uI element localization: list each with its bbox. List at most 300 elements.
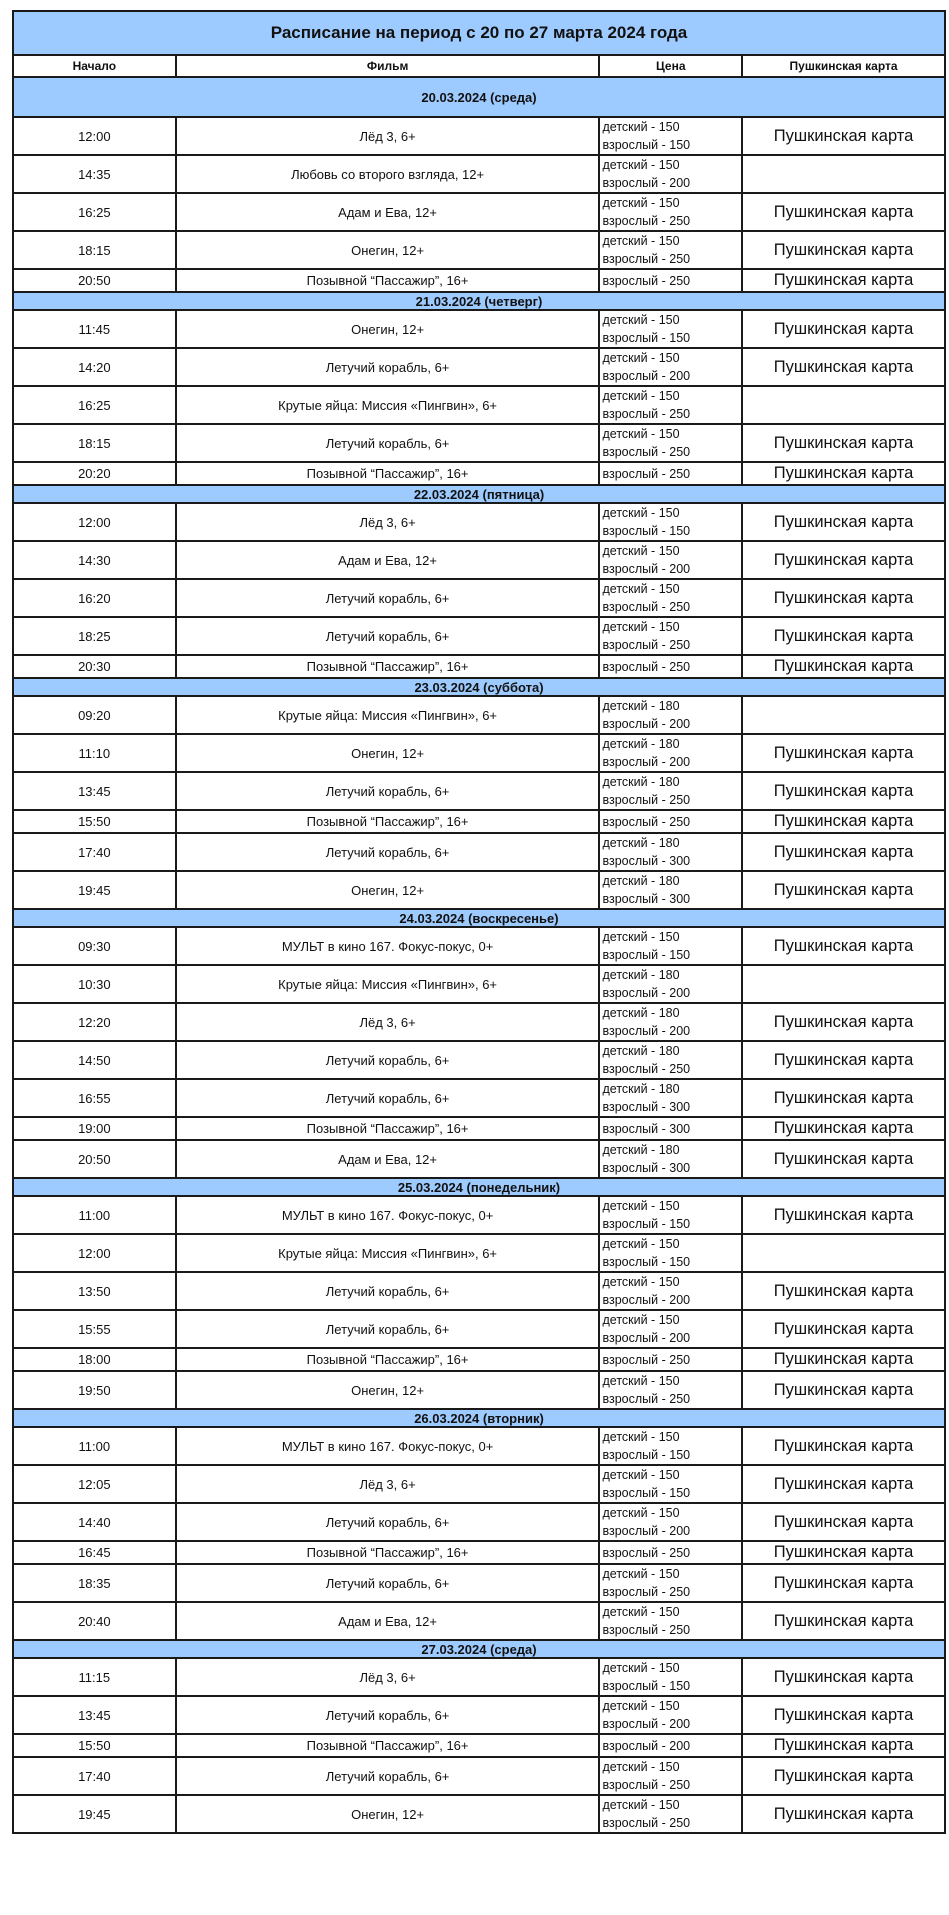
pushkin-card-cell: Пушкинская карта: [742, 1503, 945, 1541]
column-header-price: Цена: [599, 55, 742, 77]
price-cell: [599, 462, 742, 485]
table-row: [13, 1465, 945, 1503]
showtime: 18:15: [13, 424, 176, 462]
price-line: взрослый - 200: [602, 562, 691, 576]
price-cell: [599, 117, 742, 155]
pushkin-card-cell: Пушкинская карта: [742, 833, 945, 871]
pushkin-card-cell: Пушкинская карта: [742, 1310, 945, 1348]
price-line: детский - 180: [602, 874, 680, 888]
table-row: [13, 1272, 945, 1310]
table-row: [13, 1564, 945, 1602]
price-line: детский - 150: [602, 196, 680, 210]
schedule-body: [13, 11, 945, 1833]
price-line: взрослый - 200: [602, 369, 691, 383]
table-row: [13, 1696, 945, 1734]
film-title: Онегин, 12+: [176, 871, 600, 909]
table-row: [13, 462, 945, 485]
price-line: взрослый - 250: [602, 445, 691, 459]
pushkin-card-cell: Пушкинская карта: [742, 1757, 945, 1795]
film-title: Летучий корабль, 6+: [176, 1564, 600, 1602]
price-line: взрослый - 250: [602, 600, 691, 614]
price-line: взрослый - 200: [602, 1717, 691, 1731]
price-line: взрослый - 250: [602, 814, 691, 829]
pushkin-card-cell: Пушкинская карта: [742, 617, 945, 655]
film-title: Крутые яйца: Миссия «Пингвин», 6+: [176, 1234, 600, 1272]
price-line: взрослый - 200: [602, 176, 691, 190]
price-line: детский - 150: [602, 1760, 680, 1774]
film-title: Лёд 3, 6+: [176, 1658, 600, 1696]
price-cell: [599, 1696, 742, 1734]
film-title: Адам и Ева, 12+: [176, 1140, 600, 1178]
film-title: Позывной “Пассажир”, 16+: [176, 1117, 600, 1140]
table-row: [13, 1079, 945, 1117]
table-row: [13, 772, 945, 810]
showtime: 12:00: [13, 1234, 176, 1272]
film-title: Летучий корабль, 6+: [176, 1503, 600, 1541]
film-title: Позывной “Пассажир”, 16+: [176, 1734, 600, 1757]
price-line: взрослый - 250: [602, 1816, 691, 1830]
pushkin-card-cell: Пушкинская карта: [742, 503, 945, 541]
showtime: 16:25: [13, 386, 176, 424]
showtime: 18:00: [13, 1348, 176, 1371]
showtime: 13:50: [13, 1272, 176, 1310]
showtime: 11:45: [13, 310, 176, 348]
price-line: взрослый - 300: [602, 892, 691, 906]
price-line: детский - 150: [602, 1468, 680, 1482]
film-title: Позывной “Пассажир”, 16+: [176, 655, 600, 678]
price-line: взрослый - 300: [602, 1100, 691, 1114]
pushkin-card-cell: Пушкинская карта: [742, 1658, 945, 1696]
pushkin-card-cell: Пушкинская карта: [742, 1272, 945, 1310]
table-row: [13, 1427, 945, 1465]
showtime: 18:35: [13, 1564, 176, 1602]
price-line: детский - 150: [602, 427, 680, 441]
price-line: взрослый - 200: [602, 1738, 691, 1753]
day-label: 27.03.2024 (среда): [13, 1640, 945, 1658]
price-line: детский - 150: [602, 1567, 680, 1581]
table-row: [13, 310, 945, 348]
table-row: [13, 1140, 945, 1178]
price-cell: [599, 617, 742, 655]
price-line: взрослый - 300: [602, 1121, 691, 1136]
pushkin-card-cell: Пушкинская карта: [742, 1003, 945, 1041]
pushkin-card-cell: Пушкинская карта: [742, 348, 945, 386]
price-line: детский - 150: [602, 1798, 680, 1812]
price-cell: [599, 1541, 742, 1564]
price-cell: [599, 1003, 742, 1041]
day-label: 26.03.2024 (вторник): [13, 1409, 945, 1427]
film-title: Онегин, 12+: [176, 734, 600, 772]
column-header-start: Начало: [13, 55, 176, 77]
price-line: взрослый - 250: [602, 793, 691, 807]
showtime: 16:55: [13, 1079, 176, 1117]
price-line: взрослый - 150: [602, 1255, 691, 1269]
showtime: 11:15: [13, 1658, 176, 1696]
table-row: [13, 579, 945, 617]
pushkin-card-cell: Пушкинская карта: [742, 1117, 945, 1140]
pushkin-card-cell: Пушкинская карта: [742, 871, 945, 909]
film-title: Позывной “Пассажир”, 16+: [176, 1348, 600, 1371]
table-row: [13, 1196, 945, 1234]
price-line: детский - 180: [602, 737, 680, 751]
table-row: [13, 1757, 945, 1795]
showtime: 15:50: [13, 810, 176, 833]
price-cell: [599, 579, 742, 617]
price-line: взрослый - 300: [602, 1161, 691, 1175]
film-title: Крутые яйца: Миссия «Пингвин», 6+: [176, 696, 600, 734]
pushkin-card-cell: Пушкинская карта: [742, 579, 945, 617]
price-line: взрослый - 150: [602, 524, 691, 538]
film-title: Онегин, 12+: [176, 231, 600, 269]
price-line: детский - 150: [602, 120, 680, 134]
column-header-card: Пушкинская карта: [742, 55, 945, 77]
pushkin-card-cell: Пушкинская карта: [742, 734, 945, 772]
showtime: 16:45: [13, 1541, 176, 1564]
film-title: Позывной “Пассажир”, 16+: [176, 1541, 600, 1564]
price-line: детский - 150: [602, 544, 680, 558]
day-label: 20.03.2024 (среда): [13, 77, 945, 117]
price-cell: [599, 696, 742, 734]
price-cell: [599, 193, 742, 231]
pushkin-card-cell: Пушкинская карта: [742, 1795, 945, 1833]
table-row: [13, 1602, 945, 1640]
pushkin-card-cell: [742, 696, 945, 734]
showtime: 14:40: [13, 1503, 176, 1541]
pushkin-card-cell: Пушкинская карта: [742, 810, 945, 833]
title-row: [13, 11, 945, 55]
film-title: Позывной “Пассажир”, 16+: [176, 269, 600, 292]
film-title: Летучий корабль, 6+: [176, 1272, 600, 1310]
film-title: Летучий корабль, 6+: [176, 579, 600, 617]
price-line: детский - 150: [602, 1199, 680, 1213]
price-line: взрослый - 250: [602, 1392, 691, 1406]
table-row: [13, 1541, 945, 1564]
price-cell: [599, 1503, 742, 1541]
film-title: МУЛЬТ в кино 167. Фокус-покус, 0+: [176, 927, 600, 965]
pushkin-card-cell: Пушкинская карта: [742, 1427, 945, 1465]
showtime: 12:00: [13, 503, 176, 541]
pushkin-card-cell: [742, 155, 945, 193]
price-line: детский - 180: [602, 1044, 680, 1058]
price-line: детский - 180: [602, 775, 680, 789]
pushkin-card-cell: Пушкинская карта: [742, 1140, 945, 1178]
header-row: [13, 55, 945, 77]
showtime: 18:15: [13, 231, 176, 269]
price-cell: [599, 269, 742, 292]
pushkin-card-cell: Пушкинская карта: [742, 1541, 945, 1564]
day-label: 23.03.2024 (суббота): [13, 678, 945, 696]
table-row: [13, 155, 945, 193]
film-title: Летучий корабль, 6+: [176, 1757, 600, 1795]
showtime: 13:45: [13, 772, 176, 810]
film-title: Любовь со второго взгляда, 12+: [176, 155, 600, 193]
film-title: Летучий корабль, 6+: [176, 833, 600, 871]
price-cell: [599, 1079, 742, 1117]
showtime: 11:00: [13, 1196, 176, 1234]
price-cell: [599, 1140, 742, 1178]
price-line: детский - 150: [602, 351, 680, 365]
table-row: [13, 1234, 945, 1272]
table-row: [13, 231, 945, 269]
film-title: Позывной “Пассажир”, 16+: [176, 462, 600, 485]
showtime: 14:30: [13, 541, 176, 579]
price-line: детский - 180: [602, 836, 680, 850]
table-row: [13, 269, 945, 292]
pushkin-card-cell: Пушкинская карта: [742, 1196, 945, 1234]
pushkin-card-cell: Пушкинская карта: [742, 1734, 945, 1757]
price-cell: [599, 772, 742, 810]
day-header-row: [13, 1178, 945, 1196]
price-cell: [599, 965, 742, 1003]
film-title: Летучий корабль, 6+: [176, 1310, 600, 1348]
showtime: 09:20: [13, 696, 176, 734]
table-row: [13, 810, 945, 833]
price-cell: [599, 1564, 742, 1602]
film-title: Летучий корабль, 6+: [176, 1041, 600, 1079]
table-row: [13, 871, 945, 909]
table-row: [13, 1658, 945, 1696]
film-title: Летучий корабль, 6+: [176, 772, 600, 810]
day-header-row: [13, 1409, 945, 1427]
table-row: [13, 117, 945, 155]
pushkin-card-cell: Пушкинская карта: [742, 1602, 945, 1640]
price-line: детский - 180: [602, 968, 680, 982]
price-line: взрослый - 250: [602, 1352, 691, 1367]
price-cell: [599, 1234, 742, 1272]
price-line: детский - 150: [602, 1275, 680, 1289]
price-line: взрослый - 150: [602, 948, 691, 962]
pushkin-card-cell: Пушкинская карта: [742, 1041, 945, 1079]
showtime: 20:50: [13, 269, 176, 292]
showtime: 18:25: [13, 617, 176, 655]
price-line: детский - 150: [602, 158, 680, 172]
showtime: 20:50: [13, 1140, 176, 1178]
showtime: 17:40: [13, 833, 176, 871]
day-header-row: [13, 292, 945, 310]
pushkin-card-cell: Пушкинская карта: [742, 772, 945, 810]
price-line: взрослый - 200: [602, 755, 691, 769]
showtime: 11:10: [13, 734, 176, 772]
schedule-table: [12, 10, 946, 1834]
film-title: Летучий корабль, 6+: [176, 1079, 600, 1117]
price-cell: [599, 1117, 742, 1140]
price-cell: [599, 155, 742, 193]
price-line: взрослый - 150: [602, 1217, 691, 1231]
day-header-row: [13, 909, 945, 927]
price-line: взрослый - 150: [602, 1679, 691, 1693]
price-cell: [599, 1795, 742, 1833]
film-title: Лёд 3, 6+: [176, 1003, 600, 1041]
film-title: МУЛЬТ в кино 167. Фокус-покус, 0+: [176, 1427, 600, 1465]
table-row: [13, 503, 945, 541]
price-cell: [599, 1602, 742, 1640]
price-line: взрослый - 250: [602, 273, 691, 288]
pushkin-card-cell: Пушкинская карта: [742, 1465, 945, 1503]
pushkin-card-cell: Пушкинская карта: [742, 1079, 945, 1117]
price-line: детский - 150: [602, 1313, 680, 1327]
showtime: 14:50: [13, 1041, 176, 1079]
price-line: детский - 150: [602, 389, 680, 403]
price-cell: [599, 1734, 742, 1757]
price-line: взрослый - 150: [602, 1486, 691, 1500]
price-cell: [599, 1465, 742, 1503]
day-header-row: [13, 1640, 945, 1658]
film-title: Лёд 3, 6+: [176, 117, 600, 155]
price-line: взрослый - 200: [602, 1331, 691, 1345]
pushkin-card-cell: Пушкинская карта: [742, 541, 945, 579]
pushkin-card-cell: Пушкинская карта: [742, 193, 945, 231]
film-title: МУЛЬТ в кино 167. Фокус-покус, 0+: [176, 1196, 600, 1234]
price-cell: [599, 655, 742, 678]
pushkin-card-cell: Пушкинская карта: [742, 117, 945, 155]
price-cell: [599, 1348, 742, 1371]
price-line: детский - 150: [602, 313, 680, 327]
price-line: детский - 150: [602, 620, 680, 634]
pushkin-card-cell: [742, 1234, 945, 1272]
price-line: взрослый - 250: [602, 1062, 691, 1076]
film-title: Крутые яйца: Миссия «Пингвин», 6+: [176, 965, 600, 1003]
page-title: Расписание на период с 20 по 27 марта 2024 года: [13, 11, 945, 55]
film-title: Онегин, 12+: [176, 310, 600, 348]
day-label: 21.03.2024 (четверг): [13, 292, 945, 310]
price-line: взрослый - 300: [602, 854, 691, 868]
showtime: 12:20: [13, 1003, 176, 1041]
price-line: взрослый - 200: [602, 986, 691, 1000]
pushkin-card-cell: [742, 386, 945, 424]
price-line: детский - 150: [602, 1506, 680, 1520]
price-line: детский - 180: [602, 1006, 680, 1020]
price-line: детский - 180: [602, 699, 680, 713]
table-row: [13, 348, 945, 386]
price-cell: [599, 348, 742, 386]
showtime: 20:20: [13, 462, 176, 485]
pushkin-card-cell: Пушкинская карта: [742, 269, 945, 292]
price-line: взрослый - 200: [602, 1293, 691, 1307]
day-header-row: [13, 485, 945, 503]
pushkin-card-cell: Пушкинская карта: [742, 927, 945, 965]
price-line: взрослый - 250: [602, 1545, 691, 1560]
showtime: 17:40: [13, 1757, 176, 1795]
price-line: взрослый - 150: [602, 1448, 691, 1462]
pushkin-card-cell: Пушкинская карта: [742, 1371, 945, 1409]
price-cell: [599, 871, 742, 909]
price-cell: [599, 1427, 742, 1465]
price-line: детский - 150: [602, 930, 680, 944]
showtime: 11:00: [13, 1427, 176, 1465]
price-line: взрослый - 200: [602, 1024, 691, 1038]
price-cell: [599, 231, 742, 269]
showtime: 09:30: [13, 927, 176, 965]
pushkin-card-cell: Пушкинская карта: [742, 310, 945, 348]
table-row: [13, 1503, 945, 1541]
table-row: [13, 1795, 945, 1833]
day-header-row: [13, 678, 945, 696]
price-line: взрослый - 200: [602, 717, 691, 731]
price-line: взрослый - 250: [602, 1623, 691, 1637]
table-row: [13, 734, 945, 772]
price-line: детский - 150: [602, 1430, 680, 1444]
showtime: 15:50: [13, 1734, 176, 1757]
price-line: взрослый - 250: [602, 1585, 691, 1599]
price-line: детский - 180: [602, 1143, 680, 1157]
table-row: [13, 617, 945, 655]
film-title: Адам и Ева, 12+: [176, 541, 600, 579]
price-line: взрослый - 250: [602, 407, 691, 421]
film-title: Летучий корабль, 6+: [176, 424, 600, 462]
price-line: детский - 150: [602, 1374, 680, 1388]
price-cell: [599, 833, 742, 871]
price-line: детский - 150: [602, 582, 680, 596]
table-row: [13, 1310, 945, 1348]
film-title: Лёд 3, 6+: [176, 503, 600, 541]
table-row: [13, 424, 945, 462]
price-line: взрослый - 250: [602, 638, 691, 652]
showtime: 16:25: [13, 193, 176, 231]
table-row: [13, 1003, 945, 1041]
table-row: [13, 965, 945, 1003]
price-cell: [599, 1196, 742, 1234]
table-row: [13, 833, 945, 871]
showtime: 20:30: [13, 655, 176, 678]
pushkin-card-cell: Пушкинская карта: [742, 1348, 945, 1371]
price-line: взрослый - 200: [602, 1524, 691, 1538]
price-cell: [599, 810, 742, 833]
price-line: взрослый - 250: [602, 466, 691, 481]
film-title: Онегин, 12+: [176, 1795, 600, 1833]
showtime: 19:00: [13, 1117, 176, 1140]
showtime: 19:45: [13, 871, 176, 909]
price-line: взрослый - 150: [602, 138, 691, 152]
price-line: взрослый - 250: [602, 659, 691, 674]
price-cell: [599, 1041, 742, 1079]
table-row: [13, 1041, 945, 1079]
column-header-film: Фильм: [176, 55, 600, 77]
price-line: детский - 150: [602, 506, 680, 520]
price-line: взрослый - 250: [602, 252, 691, 266]
price-cell: [599, 310, 742, 348]
showtime: 14:20: [13, 348, 176, 386]
price-cell: [599, 1371, 742, 1409]
pushkin-card-cell: Пушкинская карта: [742, 462, 945, 485]
showtime: 16:20: [13, 579, 176, 617]
showtime: 19:50: [13, 1371, 176, 1409]
price-line: взрослый - 150: [602, 331, 691, 345]
table-row: [13, 193, 945, 231]
table-row: [13, 927, 945, 965]
showtime: 15:55: [13, 1310, 176, 1348]
price-line: детский - 150: [602, 234, 680, 248]
film-title: Летучий корабль, 6+: [176, 617, 600, 655]
day-label: 24.03.2024 (воскресенье): [13, 909, 945, 927]
price-cell: [599, 386, 742, 424]
film-title: Крутые яйца: Миссия «Пингвин», 6+: [176, 386, 600, 424]
table-row: [13, 1371, 945, 1409]
price-line: взрослый - 250: [602, 214, 691, 228]
film-title: Позывной “Пассажир”, 16+: [176, 810, 600, 833]
price-cell: [599, 734, 742, 772]
showtime: 12:00: [13, 117, 176, 155]
showtime: 20:40: [13, 1602, 176, 1640]
price-cell: [599, 1658, 742, 1696]
showtime: 13:45: [13, 1696, 176, 1734]
table-row: [13, 1348, 945, 1371]
table-row: [13, 1117, 945, 1140]
film-title: Лёд 3, 6+: [176, 1465, 600, 1503]
table-row: [13, 1734, 945, 1757]
film-title: Летучий корабль, 6+: [176, 348, 600, 386]
film-title: Летучий корабль, 6+: [176, 1696, 600, 1734]
price-cell: [599, 424, 742, 462]
